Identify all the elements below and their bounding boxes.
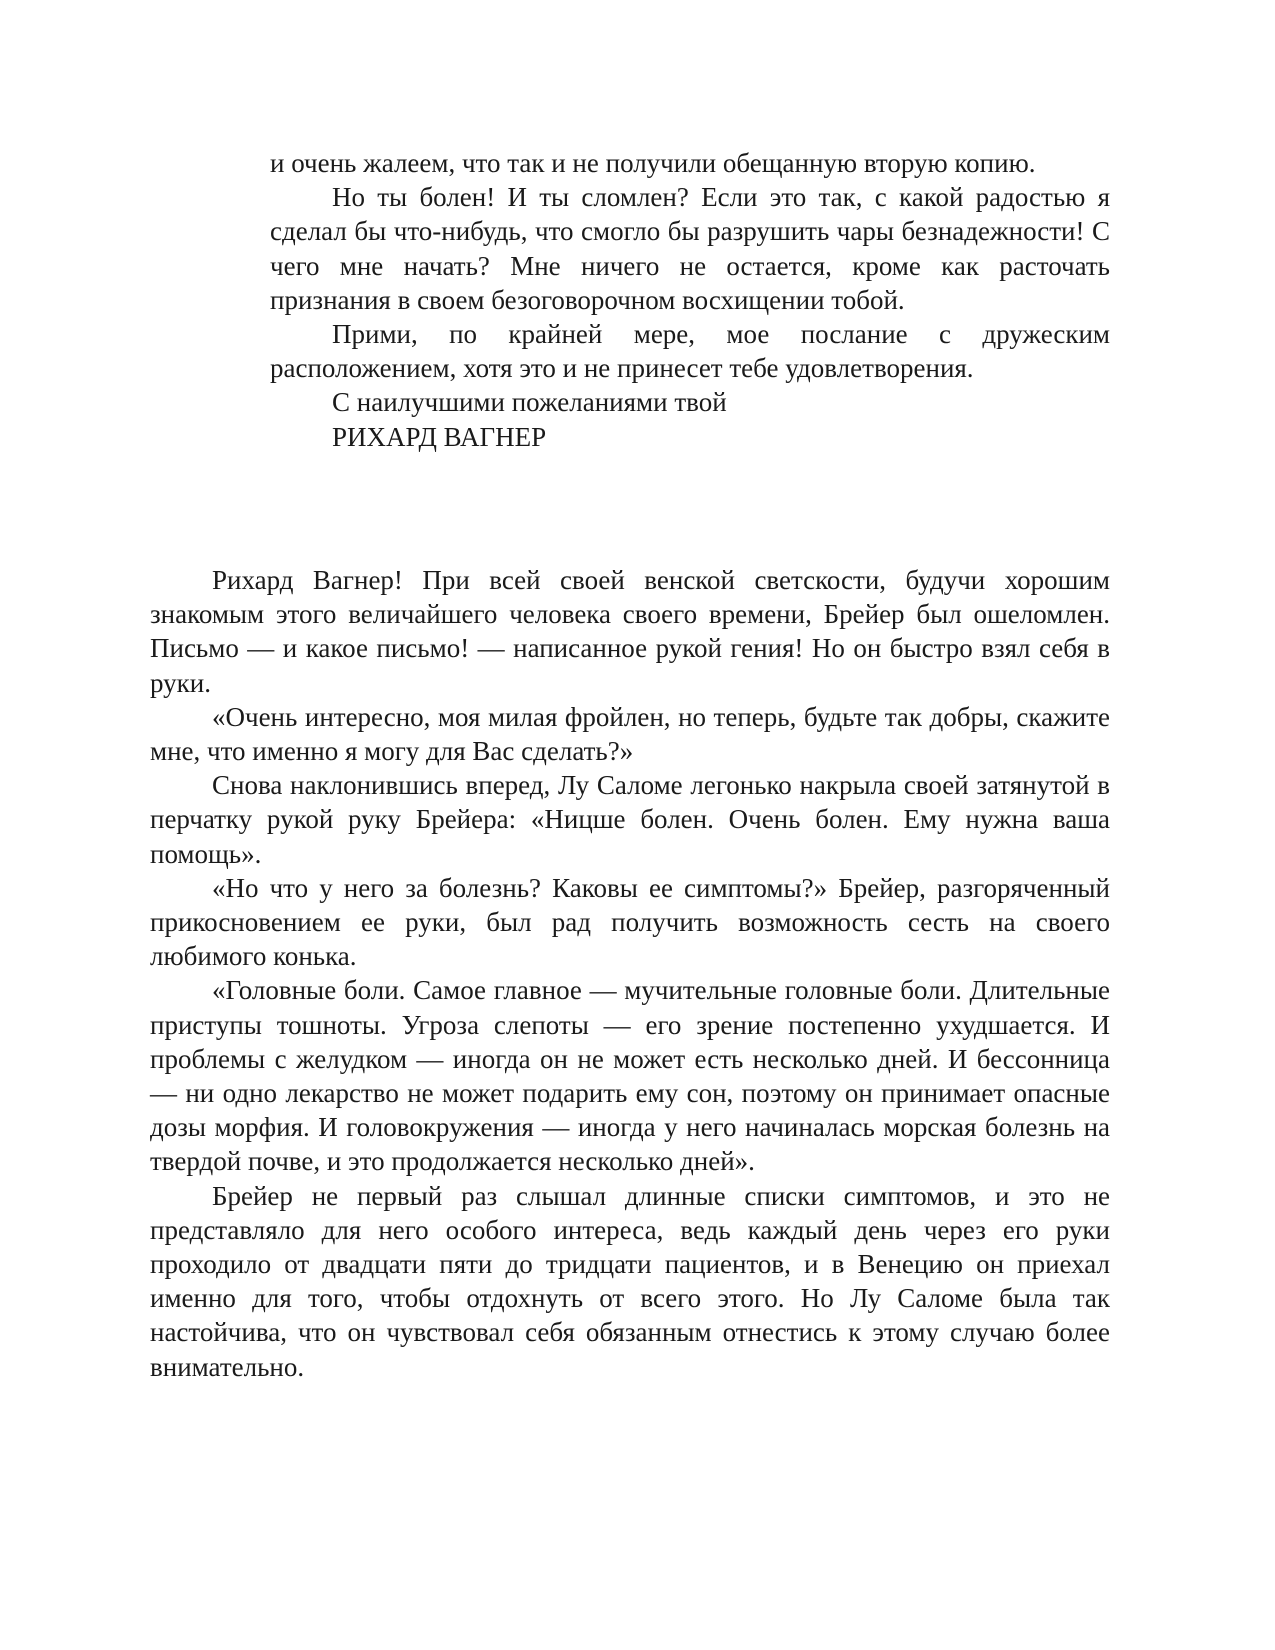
letter-paragraph: и очень жалеем, что так и не получили обещанную вторую копию. xyxy=(270,148,1036,178)
letter-closing: С наилучшими пожеланиями твой xyxy=(332,387,727,418)
narrative-paragraph: Брейер не первый раз слышал длинные списки симптомов, и это не представляло для него особого интереса, ведь каждый день через его руки проходило от двадцати пяти до тридцати пациентов, и в Венецию он приехал именно для того, чтобы отдохнуть от всего этого. Но Лу Саломе была так настойчива, что он чувствовал себя обязанным отнестись к этому случаю более внимательно. xyxy=(150,1180,1110,1382)
narrative-paragraph: Рихард Вагнер! При всей своей венской светскости, будучи хорошим знакомым этого величайшего человека своего времени, Брейер был ошеломлен. Письмо — и какое письмо! — написанное рукой гения! Но он быстро взял себя в руки. xyxy=(150,565,1110,698)
narrative-paragraph: «Головные боли. Самое главное — мучительные головные боли. Длительные приступы тошноты. Угроза слепоты — его зрение постепенно ухудшается. И проблемы с желудком — иногда он не может есть несколько дней. И бессонница — ни одно лекарство не может подарить ему сон, поэтому он принимает опасные дозы морфия. И головокружения — иногда у него начиналась морская болезнь на твердой почве, и это продолжается несколько дней». xyxy=(150,975,1110,1177)
narrative-block xyxy=(150,563,1110,1384)
narrative-paragraph: Снова наклонившись вперед, Лу Саломе легонько накрыла своей затянутой в перчатку рукой руку Брейера: «Ницше болен. Очень болен. Ему нужна ваша помощь». xyxy=(150,770,1110,869)
letter-block xyxy=(270,146,1110,454)
letter-paragraph: Прими, по крайней мере, мое послание с дружеским расположением, хотя это и не принесет тебе удовлетворения. xyxy=(270,319,1110,384)
narrative-paragraph: «Но что у него за болезнь? Каковы ее симптомы?» Брейер, разгоряченный прикосновением ее руки, был рад получить возможность сесть на своего любимого конька. xyxy=(150,872,1110,972)
letter-paragraph: Но ты болен! И ты сломлен? Если это так, с какой радостью я сделал бы что-нибудь, что смогло бы разрушить чары безнадежности! С чего мне начать? Мне ничего не остается, кроме как расточать признания в своем безоговорочном восхищении тобой. xyxy=(270,182,1110,315)
letter-signature: РИХАРД ВАГНЕР xyxy=(332,421,547,452)
narrative-paragraph: «Очень интересно, моя милая фройлен, но теперь, будьте так добры, скажите мне, что именно я могу для Вас сделать?» xyxy=(150,701,1110,767)
